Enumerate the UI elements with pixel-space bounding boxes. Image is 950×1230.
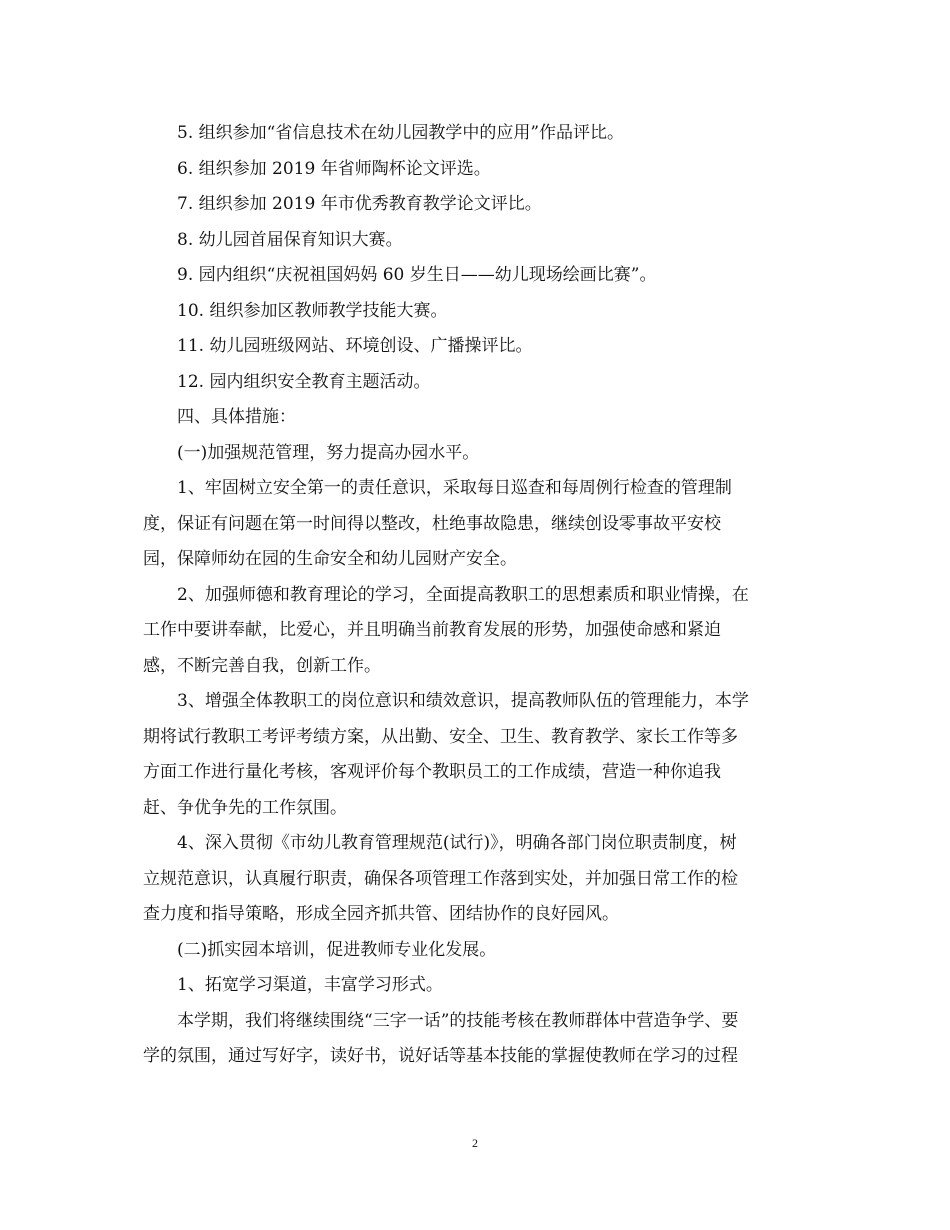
page-number: 2 <box>472 1136 478 1150</box>
paragraph-line: 园，保障师幼在园的生命安全和幼儿园财产安全。 <box>143 549 517 569</box>
subsection-heading: (二)抓实园本培训，促进教师专业化发展。 <box>177 939 497 960</box>
paragraph-line: 学的氛围，通过写好字，读好书，说好话等基本技能的掌握使教师在学习的过程 <box>143 1046 738 1066</box>
paragraph-line: 3、增强全体教职工的岗位意识和绩效意识，提高教师队伍的管理能力，本学 <box>177 691 749 711</box>
paragraph-line: 赶、争优争先的工作氛围。 <box>143 797 347 818</box>
list-item-10: 10. 组织参加区教师教学技能大赛。 <box>177 300 448 321</box>
list-item-7: 7. 组织参加 2019 年市优秀教育教学论文评比。 <box>177 194 542 214</box>
subsection-heading: (一)加强规范管理，努力提高办园水平。 <box>177 442 480 463</box>
paragraph-line: 度，保证有问题在第一时间得以整改，杜绝事故隐患，继续创设零事故平安校 <box>143 513 721 534</box>
list-item-12: 12. 园内组织安全教育主题活动。 <box>177 371 431 392</box>
paragraph-line: 方面工作进行量化考核，客观评价每个教职员工的工作成绩，营造一种你追我 <box>143 762 721 782</box>
document-body <box>143 116 808 1075</box>
list-item-8: 8. 幼儿园首届保育知识大赛。 <box>177 229 403 250</box>
list-item-11: 11. 幼儿园班级网站、环境创设、广播操评比。 <box>177 336 533 356</box>
paragraph-line: 查力度和指导策略，形成全园齐抓共管、团结协作的良好园风。 <box>143 904 619 924</box>
paragraph-line: 1、拓宽学习渠道，丰富学习形式。 <box>177 975 443 995</box>
list-item-6: 6. 组织参加 2019 年省师陶杯论文评选。 <box>177 158 491 179</box>
list-item-5: 5. 组织参加“省信息技术在幼儿园教学中的应用”作品评比。 <box>177 123 625 143</box>
paragraph-line: 本学期，我们将继续围绕“三字一话”的技能考核在教师群体中营造争学、要 <box>177 1010 739 1031</box>
paragraph-line: 1、牢固树立安全第一的责任意识，采取每日巡查和每周例行检查的管理制 <box>177 478 732 498</box>
paragraph-line: 2、加强师德和教育理论的学习，全面提高教职工的思想素质和职业情操，在 <box>177 584 749 605</box>
paragraph-line: 立规范意识，认真履行职责，确保各项管理工作落到实处，并加强日常工作的检 <box>143 868 738 889</box>
paragraph-line: 感，不断完善自我，创新工作。 <box>143 655 381 676</box>
section-heading: 四、具体措施： <box>177 407 296 427</box>
paragraph-line: 工作中要讲奉献，比爱心，并且明确当前教育发展的形势，加强使命感和紧迫 <box>143 620 721 640</box>
paragraph-line: 期将试行教职工考评考绩方案，从出勤、安全、卫生、教育教学、家长工作等多 <box>143 726 738 747</box>
paragraph-line: 4、深入贯彻《市幼儿教育管理规范(试行)》，明确各部门岗位职责制度，树 <box>177 833 737 853</box>
list-item-9: 9. 园内组织“庆祝祖国妈妈 60 岁生日——幼儿现场绘画比赛”。 <box>177 265 657 285</box>
